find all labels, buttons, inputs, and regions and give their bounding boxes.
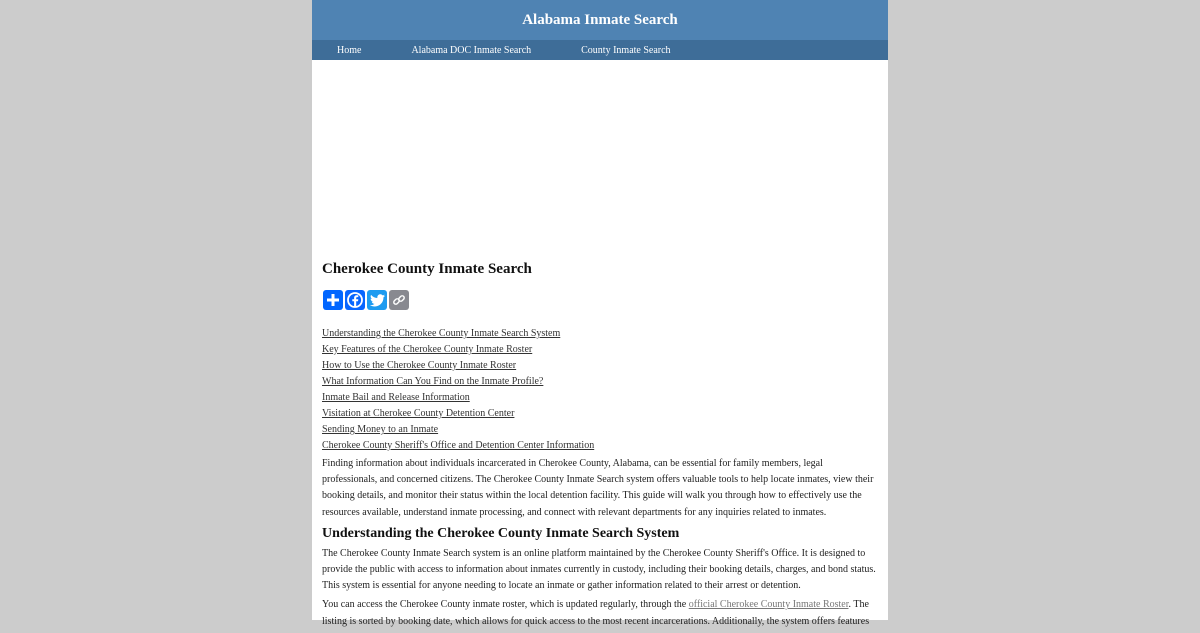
- share-facebook-button[interactable]: [345, 290, 365, 310]
- share-add-button[interactable]: [323, 290, 343, 310]
- main-nav: [312, 40, 888, 60]
- site-header: [312, 0, 888, 40]
- table-of-contents: [322, 326, 878, 454]
- site-title[interactable]: Alabama Inmate Search: [522, 11, 678, 28]
- share-copy-link-button[interactable]: [389, 290, 409, 310]
- toc-link[interactable]: Cherokee County Sheriff's Office and Detention Center Information: [322, 440, 595, 451]
- link-icon: [392, 293, 406, 307]
- toc-link[interactable]: Visitation at Cherokee County Detention Center: [322, 408, 515, 419]
- toc-link[interactable]: Key Features of the Cherokee County Inmate Roster: [322, 344, 533, 355]
- intro-paragraph: Finding information about individuals incarcerated in Cherokee County, Alabama, can be essential for family members, legal professionals, and concerned citizens. The Cherokee County Inmate Search system offers valuable tools to help locate inmates, view their booking details, and monitor their status within the local detention facility. This guide will walk you through how to effectively use the resources available, understand inmate processing, and connect with relevant departments for any inquiries related to inmates.: [322, 458, 874, 518]
- ad-space: [312, 60, 888, 260]
- section-paragraph: The Cherokee County Inmate Search system is an online platform maintained by the Cherokee County Sheriff's Office. It is designed to provide the public with access to information about inmates currently in custody, including their booking details, charges, and bond status. This system is essential for anyone needing to locate an inmate or gather information related to their arrest or detention.: [322, 547, 876, 592]
- article-body: [322, 456, 878, 633]
- section-paragraph: [322, 597, 878, 629]
- facebook-icon: [347, 292, 363, 308]
- paragraph-text: . The listing is sorted by booking date, which allows for quick access to the most recent incarcerations. Additionally, the system offers features: [322, 599, 870, 627]
- share-twitter-button[interactable]: [367, 290, 387, 310]
- page-container: [312, 0, 888, 627]
- toc-link[interactable]: Inmate Bail and Release Information: [322, 392, 470, 403]
- twitter-icon: [370, 294, 385, 307]
- toc-link[interactable]: What Information Can You Find on the Inmate Profile?: [322, 376, 544, 387]
- plus-icon: [326, 293, 340, 307]
- nav-home[interactable]: Home: [337, 44, 362, 56]
- toc-link[interactable]: Understanding the Cherokee County Inmate Search System: [322, 328, 561, 339]
- page-title: Cherokee County Inmate Search: [322, 261, 532, 277]
- official-roster-link[interactable]: official Cherokee County Inmate Roster: [688, 599, 849, 611]
- toc-link[interactable]: Sending Money to an Inmate: [322, 424, 439, 435]
- nav-county-inmate-search[interactable]: County Inmate Search: [581, 44, 671, 56]
- paragraph-text: You can access the Cherokee County inmate roster, which is updated regularly, through the: [322, 599, 689, 611]
- section-heading: Understanding the Cherokee County Inmate Search System: [322, 525, 680, 541]
- nav-alabama-doc-inmate-search[interactable]: Alabama DOC Inmate Search: [411, 44, 532, 56]
- toc-link[interactable]: How to Use the Cherokee County Inmate Roster: [322, 360, 517, 371]
- share-buttons: [323, 290, 409, 310]
